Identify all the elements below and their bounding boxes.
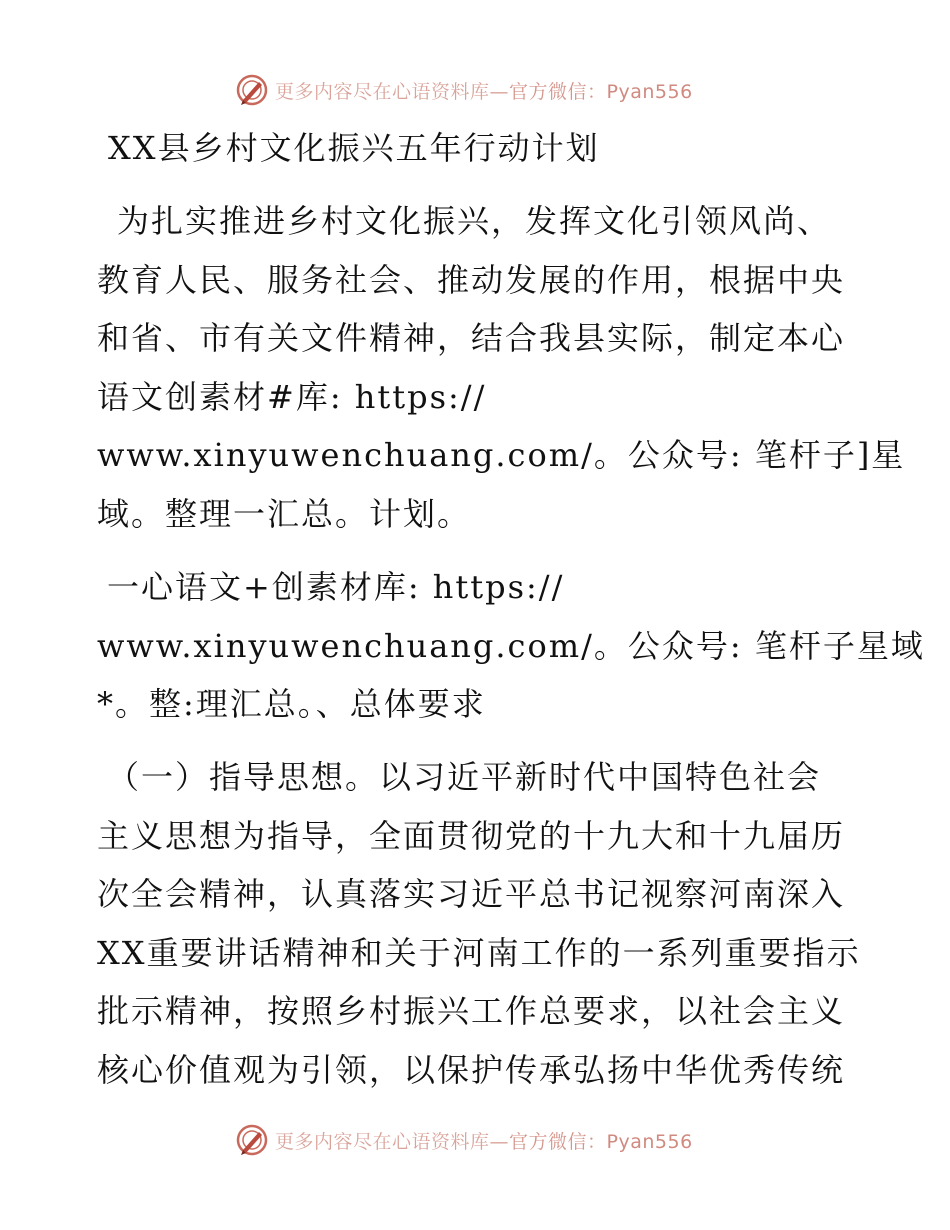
watermark-text <box>275 77 693 104</box>
paragraph-line: 次全会精神，认真落实习近平总书记视察河南深入 <box>97 875 846 913</box>
watermark-main: 更多内容尽在心语资料库 <box>275 80 490 103</box>
paragraph-line: www.xinyuwenchuang.com/。公众号: 笔杆子]星 <box>97 436 906 474</box>
pen-circle-logo-icon <box>235 73 269 107</box>
watermark-wechat-id: Pyan556 <box>606 80 693 103</box>
paragraph-line: 教育人民、服务社会、推动发展的作用，根据中央 <box>97 260 846 299</box>
paragraph-line: 为扎实推进乡村文化振兴，发挥文化引领风尚、 <box>117 202 832 240</box>
watermark-text <box>275 1127 693 1154</box>
paragraph-line: *。整:理汇总。、总体要求 <box>97 685 486 723</box>
paragraph-line: 核心价值观为引领，以保护传承弘扬中华优秀传统 <box>97 1050 846 1089</box>
paragraph-line: 一心语文+创素材库: https:// <box>107 568 565 606</box>
paragraph-line: www.xinyuwenchuang.com/。公众号: 笔杆子星域 <box>97 626 925 665</box>
paragraph-line: XX重要讲话精神和关于河南工作的一系列重要指示 <box>97 933 861 972</box>
footer-watermark <box>235 1122 715 1158</box>
watermark-main: 更多内容尽在心语资料库 <box>275 1130 490 1153</box>
paragraph-line: 域。整理一汇总。计划。 <box>97 494 472 533</box>
document-title: XX县乡村文化振兴五年行动计划 <box>108 129 600 167</box>
header-watermark <box>235 72 715 108</box>
paragraph-line: 和省、市有关文件精神，结合我县实际，制定本心 <box>97 319 846 357</box>
paragraph-line: （一）指导思想。以习近平新时代中国特色社会 <box>107 758 822 796</box>
watermark-wechat-label: 官方微信： <box>509 80 607 103</box>
paragraph-line: 主义思想为指导，全面贯彻党的十九大和十九届历 <box>97 816 846 855</box>
paragraph-source-note <box>97 558 925 734</box>
watermark-wechat-id: Pyan556 <box>606 1130 693 1153</box>
paragraph-guiding-ideology <box>97 748 867 1099</box>
watermark-wechat-label: 官方微信： <box>509 1130 607 1153</box>
paragraph-line: 语文创素材#库: https:// <box>97 377 487 416</box>
paragraph-intro <box>97 192 906 543</box>
pen-circle-logo-icon <box>235 1123 269 1157</box>
watermark-separator: — <box>489 1130 510 1153</box>
watermark-separator: — <box>489 80 510 103</box>
paragraph-line: 批示精神，按照乡村振兴工作总要求，以社会主义 <box>97 992 846 1030</box>
